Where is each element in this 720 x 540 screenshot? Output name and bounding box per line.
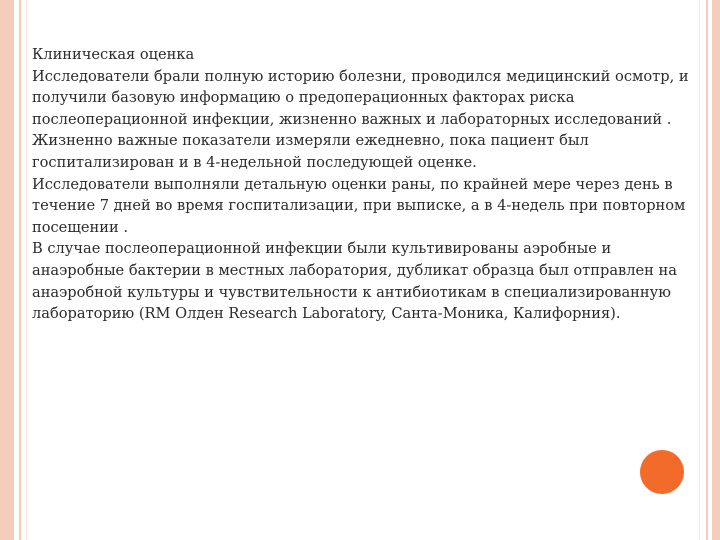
paragraph-infection-culture: В случае послеоперационной инфекции были культивированы аэробные и анаэробные бактерии в местных лаборатория, дубликат образца был отправлен на анаэробной культуры и чувствительности к антибиотикам в специализированную лабораторию (RM Олден Research Laboratory, Санта-Моника, Калифорния). — [32, 240, 677, 323]
right-border-band — [712, 0, 720, 540]
slide-text-body — [32, 44, 694, 325]
paragraph-history: Исследователи брали полную историю болезни, проводился медицинский осмотр, и получили базовую информацию о предоперационных факторах риска послеоперационной инфекции, жизненно важных и лабораторных исследований . Жизненно важные показатели измеряли ежедневно, пока пациент был госпитализирован и в 4-недельной последующей оценке. — [32, 67, 689, 171]
orange-circle-icon — [640, 450, 684, 494]
left-border-band — [0, 0, 14, 540]
left-border-line — [19, 0, 21, 540]
right-border-line — [706, 0, 708, 540]
paragraph-wound-assessment: Исследователи выполняли детальную оценки раны, по крайней мере через день в течение 7 дней во время госпитализации, при выписке, а в 4-недель при повторном посещении . — [32, 175, 686, 236]
slide-heading: Клиническая оценка — [32, 46, 195, 63]
right-frame-rule — [699, 0, 700, 540]
left-frame-rule — [26, 0, 27, 540]
